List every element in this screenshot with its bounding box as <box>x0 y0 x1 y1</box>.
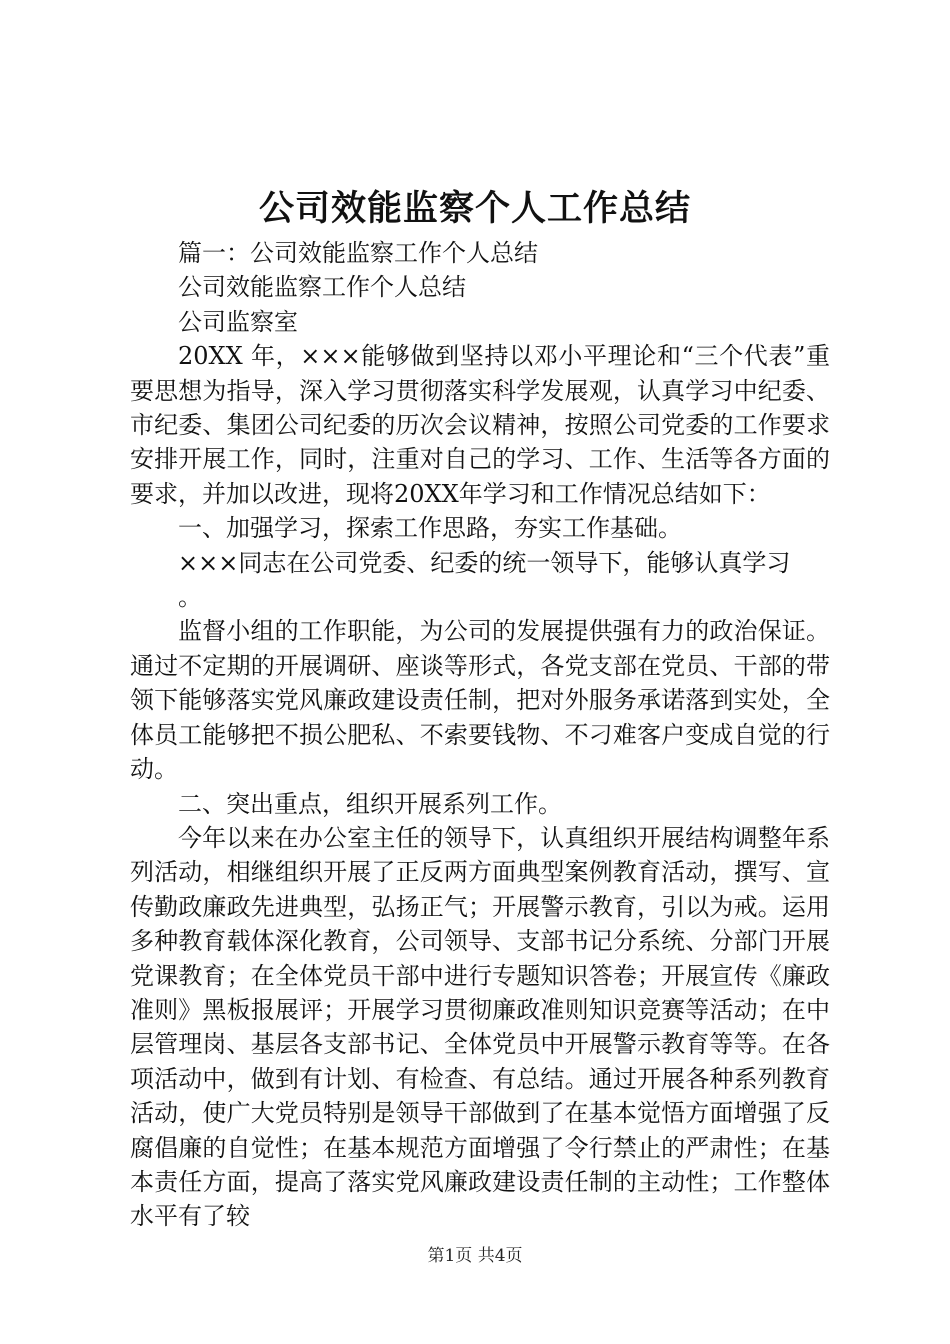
paragraph-heading-one: 一、加强学习，探索工作思路，夯实工作基础。 <box>178 514 682 543</box>
document-body <box>130 236 830 1234</box>
paragraph-subtitle: 公司效能监察工作个人总结 <box>178 273 466 302</box>
paragraph-supervision: 监督小组的工作职能，为公司的发展提供强有力的政治保证。通过不定期的开展调研、座谈等形式，各党支部在党员、干部的带领下能够落实党风廉政建设责任制，把对外服务承诺落到实处，全体员工能够把不损公肥私、不索要钱物、不刁难客户变成自觉的行动。 <box>130 617 830 784</box>
document-title: 公司效能监察个人工作总结 <box>258 188 691 229</box>
paragraph-department: 公司监察室 <box>178 307 298 336</box>
paragraph-intro: 20XX 年，×××能够做到坚持以邓小平理论和“三个代表”重要思想为指导，深入学习贯彻落实科学发展观，认真学习中纪委、市纪委、集团公司纪委的历次会议精神，按照公司党委的工作要求安排开展工作，同时，注重对自己的学习、工作、生活等各方面的要求，并加以改进，现将20XX年学习和工作情况总结如下： <box>130 342 830 508</box>
paragraph-section-heading: 篇一：公司效能监察工作个人总结 <box>178 239 538 267</box>
paragraph-fragment: 。 <box>178 583 202 612</box>
paragraph-activities: 今年以来在办公室主任的领导下，认真组织开展结构调整年系列活动，相继组织开展了正反两方面典型案例教育活动，撰写、宣传勤政廉政先进典型，弘扬正气；开展警示教育，引以为戒。运用多种教育载体深化教育，公司领导、支部书记分系统、分部门开展党课教育；在全体党员干部中进行专题知识答卷；开展宣传《廉政准则》黑板报展评；开展学习贯彻廉政准则知识竞赛等活动；在中层管理岗、基层各支部书记、全体党员中开展警示教育等等。在各项活动中，做到有计划、有检查、有总结。通过开展各种系列教育活动，使广大党员特别是领导干部做到了在基本觉悟方面增强了反腐倡廉的自觉性；在基本规范方面增强了令行禁止的严肃性；在基本责任方面，提高了落实党风廉政建设责任制的主动性；工作整体水平有了较 <box>130 823 830 1231</box>
paragraph-study: ×××同志在公司党委、纪委的统一领导下，能够认真学习 <box>178 548 791 577</box>
paragraph-heading-two: 二、突出重点，组织开展系列工作。 <box>178 789 562 818</box>
page-number-footer: 第1页 共4页 <box>427 1246 523 1266</box>
